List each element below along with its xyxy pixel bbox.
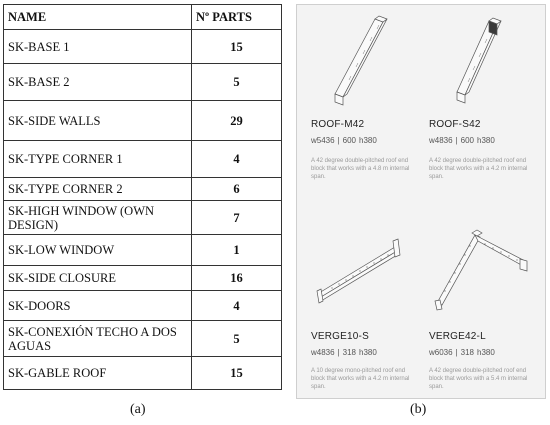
dimension-depth: 600 — [342, 136, 357, 145]
dimension-separator: | — [455, 136, 458, 145]
dimension-depth: 318 — [460, 348, 475, 357]
row-name: SK-LOW WINDOW — [4, 235, 192, 266]
dimension-separator: | — [455, 348, 458, 357]
table-row — [4, 291, 282, 321]
verge-block-drawing — [415, 205, 535, 320]
product-description: A 42 degree double-pitched roof end block that works with a 5.4 m internal span. — [429, 368, 528, 390]
dimension-height: h380 — [359, 348, 377, 357]
dimension-separator: | — [337, 348, 340, 357]
dimension-height: h380 — [477, 136, 495, 145]
caption-a: (a) — [130, 402, 146, 417]
dimension-width: w5436 — [311, 136, 335, 145]
row-parts: 6 — [192, 178, 282, 201]
table-header-row — [4, 5, 282, 30]
product-dimensions — [311, 136, 380, 145]
row-name: SK-TYPE CORNER 1 — [4, 141, 192, 178]
verge-block-drawing — [297, 205, 417, 320]
row-parts: 7 — [192, 201, 282, 235]
row-name: SK-CONEXIÓN TECHO A DOS AGUAS — [4, 321, 192, 357]
row-parts: 15 — [192, 357, 282, 390]
product-title: VERGE10-S — [311, 331, 369, 342]
row-parts: 5 — [192, 321, 282, 357]
row-parts: 5 — [192, 64, 282, 101]
table-row — [4, 64, 282, 101]
dimension-height: h380 — [477, 348, 495, 357]
dimension-width: w4836 — [311, 348, 335, 357]
row-name: SK-GABLE ROOF — [4, 357, 192, 390]
table-row — [4, 30, 282, 64]
row-parts: 16 — [192, 266, 282, 291]
row-name: SK-BASE 1 — [4, 30, 192, 64]
dimension-width: w4836 — [429, 136, 453, 145]
row-name: SK-SIDE WALLS — [4, 101, 192, 141]
product-card-verge10-s[interactable] — [297, 205, 417, 395]
table-row — [4, 178, 282, 201]
roof-block-drawing — [297, 5, 417, 115]
product-card-roof-m42[interactable] — [297, 5, 417, 195]
table-row — [4, 321, 282, 357]
product-description: A 42 degree double-pitched roof end block that works with a 4.8 m internal span. — [311, 158, 410, 180]
dimension-depth: 318 — [342, 348, 357, 357]
caption-b: (b) — [410, 402, 427, 417]
dimension-width: w6036 — [429, 348, 453, 357]
product-dimensions — [429, 136, 498, 145]
product-title: ROOF-M42 — [311, 119, 365, 130]
product-description: A 10 degree mono-pitched roof end block that works with a 4.2 m internal span. — [311, 368, 410, 390]
product-card-verge42-l[interactable] — [415, 205, 535, 395]
table-row — [4, 266, 282, 291]
product-description: A 42 degree double-pitched roof end block that works with a 4.2 m internal span. — [429, 158, 528, 180]
table-row — [4, 357, 282, 390]
product-title: ROOF-S42 — [429, 119, 481, 130]
table-row — [4, 201, 282, 235]
row-parts: 4 — [192, 291, 282, 321]
row-parts: 1 — [192, 235, 282, 266]
row-name: SK-BASE 2 — [4, 64, 192, 101]
row-name: SK-DOORS — [4, 291, 192, 321]
row-parts: 4 — [192, 141, 282, 178]
roof-block-drawing — [415, 5, 535, 115]
table-row — [4, 101, 282, 141]
product-catalog-panel — [296, 4, 546, 399]
column-header-name: NAME — [4, 5, 192, 30]
table-row — [4, 235, 282, 266]
dimension-height: h380 — [359, 136, 377, 145]
row-parts: 29 — [192, 101, 282, 141]
product-card-roof-s42[interactable] — [415, 5, 535, 195]
dimension-separator: | — [337, 136, 340, 145]
product-dimensions — [311, 348, 380, 357]
product-title: VERGE42-L — [429, 331, 486, 342]
product-dimensions — [429, 348, 498, 357]
row-name: SK-TYPE CORNER 2 — [4, 178, 192, 201]
row-name: SK-SIDE CLOSURE — [4, 266, 192, 291]
dimension-depth: 600 — [460, 136, 475, 145]
parts-table — [3, 4, 282, 390]
row-parts: 15 — [192, 30, 282, 64]
column-header-parts: Nº PARTS — [192, 5, 282, 30]
table-row — [4, 141, 282, 178]
row-name: SK-HIGH WINDOW (OWN DESIGN) — [4, 201, 192, 235]
